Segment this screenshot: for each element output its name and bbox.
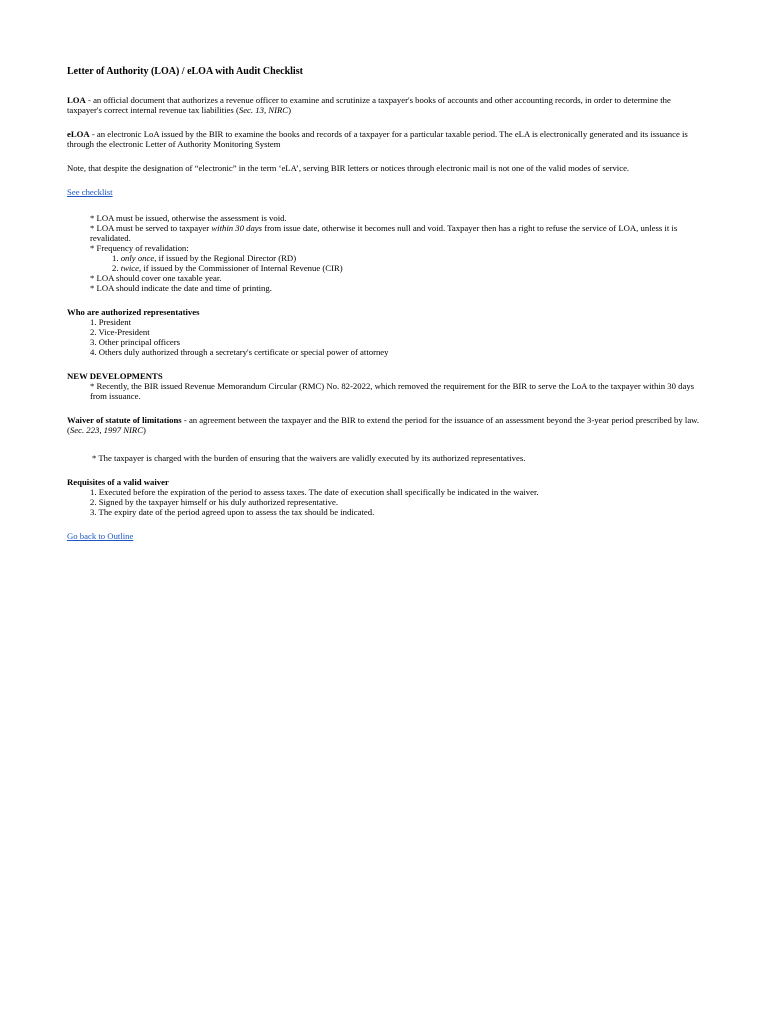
revalidation-item	[67, 263, 701, 273]
waiver-definition	[67, 415, 701, 435]
revalidation-text: , if issued by the Regional Director (RD)	[154, 253, 297, 263]
list-item: 2. Vice-President	[90, 327, 150, 337]
loa-close: )	[288, 105, 291, 115]
revalidation-item	[67, 253, 701, 263]
checklist	[67, 213, 701, 293]
eloa-term: eLOA	[67, 129, 90, 139]
revalidation-emphasis: only once	[120, 253, 155, 263]
waiver-term: Waiver of statute of limitations	[67, 415, 182, 425]
waiver-def-text: - an agreement between the taxpayer and the BIR to extend the period for the issuance of an assessment beyond the 3-year period prescribed by law. (	[67, 415, 700, 435]
go-back-link[interactable]: Go back to Outline	[67, 531, 134, 541]
revalidation-num: 1.	[112, 253, 121, 263]
list-item: 2. Signed by the taxpayer himself or his duly authorized representative.	[90, 497, 339, 507]
checklist-item: * Frequency of revalidation:	[90, 243, 189, 253]
list-item: 1. Executed before the expiration of the period to assess taxes. The date of execution shall specifically be indicated in the waiver.	[90, 487, 539, 497]
requisites-of-waiver	[67, 477, 701, 517]
checklist-item: * LOA should indicate the date and time of printing.	[90, 283, 272, 293]
loa-definition	[67, 95, 701, 115]
document-body	[67, 66, 701, 541]
authorized-representatives	[67, 307, 701, 357]
page-title: Letter of Authority (LOA) / eLOA with Audit Checklist	[67, 66, 303, 77]
note-paragraph: Note, that despite the designation of “electronic” in the term ‘eLA’, serving BIR letters or notices through electronic mail is not one of the valid modes of service.	[67, 163, 630, 173]
revalidation-text: , if issued by the Commissioner of Internal Revenue (CIR)	[139, 263, 343, 273]
revalidation-emphasis: twice	[120, 263, 140, 273]
see-checklist-link[interactable]: See checklist	[67, 187, 113, 197]
back-link-paragraph	[67, 531, 701, 541]
waiver-note: * The taxpayer is charged with the burden of ensuring that the waivers are validly executed by its authorized representatives.	[92, 453, 526, 463]
section-heading: Who are authorized representatives	[67, 307, 200, 317]
list-item: 4. Others duly authorized through a secretary's certificate or special power of attorney	[90, 347, 389, 357]
eloa-def-text: - an electronic LoA issued by the BIR to examine the books and records of a taxpayer for a particular taxable period. The eLA is electronically generated and its issuance is through the electronic Letter of Authority Monitoring System	[67, 129, 688, 149]
new-developments	[67, 371, 701, 401]
list-item: 1. President	[90, 317, 132, 327]
see-checklist-paragraph	[67, 187, 701, 197]
section-heading: NEW DEVELOPMENTS	[67, 371, 163, 381]
loa-citation: Sec. 13, NIRC	[238, 105, 289, 115]
checklist-item	[67, 223, 701, 243]
section-heading: Requisites of a valid waiver	[67, 477, 169, 487]
list-item: * Recently, the BIR issued Revenue Memorandum Circular (RMC) No. 82-2022, which removed the requirement for the BIR to serve the LoA to the taxpayer within 30 days from issuance.	[90, 381, 695, 401]
checklist-text: * LOA must be served to taxpayer	[90, 223, 212, 233]
eloa-definition	[67, 129, 701, 149]
revalidation-num: 2.	[112, 263, 121, 273]
loa-def-text: - an official document that authorizes a revenue officer to examine and scrutinize a taxpayer's books of accounts and other accounting records, in order to determine the taxpayer's correct internal revenue tax liabilities (	[67, 95, 671, 115]
checklist-item: * LOA must be issued, otherwise the assessment is void.	[90, 213, 287, 223]
loa-term: LOA	[67, 95, 86, 105]
checklist-item: * LOA should cover one taxable year.	[90, 273, 222, 283]
checklist-text: from issue date, otherwise it becomes null and void. Taxpayer then has a right to refuse the service of LOA, unless it is revalidated.	[90, 223, 678, 243]
checklist-emphasis: within 30 days	[211, 223, 263, 233]
waiver-close: )	[143, 425, 146, 435]
waiver-citation: Sec. 223, 1997 NIRC	[69, 425, 144, 435]
list-item: 3. The expiry date of the period agreed upon to assess the tax should be indicated.	[90, 507, 375, 517]
list-item: 3. Other principal officers	[90, 337, 181, 347]
